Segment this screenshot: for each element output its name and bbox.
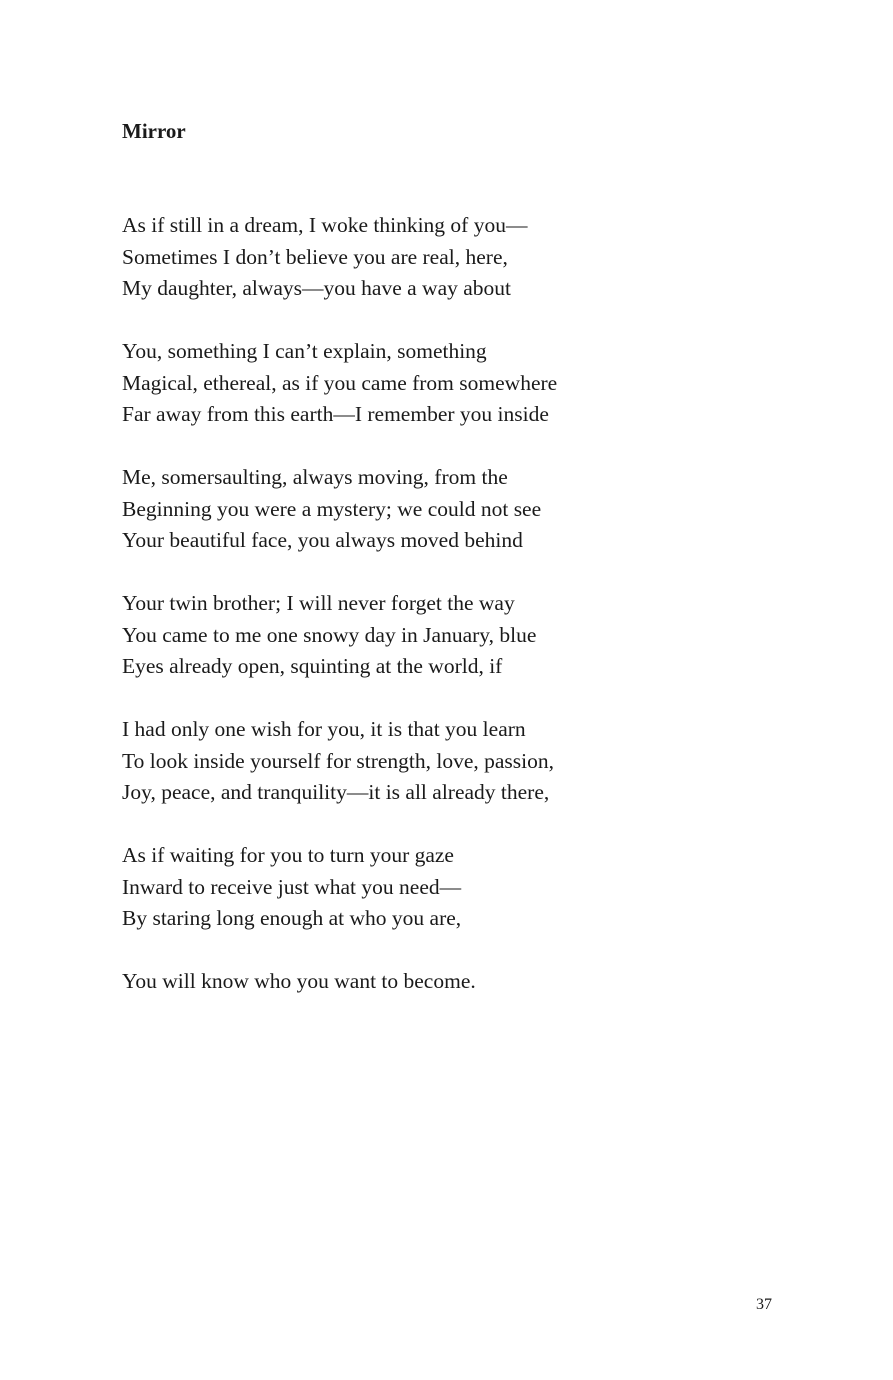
page-number: 37 xyxy=(756,1296,772,1313)
poem-title: Mirror xyxy=(122,119,186,143)
poem-line: Beginning you were a mystery; we could not see xyxy=(122,496,542,521)
poem-line: My daughter, always—you have a way about xyxy=(122,276,512,300)
poem-body xyxy=(122,210,762,1029)
stanza-5 xyxy=(122,714,762,809)
poem-line: Inward to receive just what you need— xyxy=(122,874,462,899)
stanza-2 xyxy=(122,336,762,431)
poem-line: Me, somersaulting, always moving, from the xyxy=(122,465,508,489)
poem-line: Your twin brother; I will never forget the way xyxy=(122,591,515,615)
stanza-6 xyxy=(122,840,762,935)
poem-line: You came to me one snowy day in January, blue xyxy=(122,622,537,647)
poem-line: As if still in a dream, I woke thinking of you— xyxy=(122,213,528,237)
poem-line: To look inside yourself for strength, love, passion, xyxy=(122,748,555,773)
poem-line: Magical, ethereal, as if you came from somewhere xyxy=(122,370,558,395)
stanza-1 xyxy=(122,210,762,305)
poem-line: By staring long enough at who you are, xyxy=(122,906,462,930)
poem-line: Joy, peace, and tranquility—it is all already there, xyxy=(122,780,550,804)
poem-line: You, something I can’t explain, something xyxy=(122,339,487,363)
poem-line: Far away from this earth—I remember you inside xyxy=(122,402,549,426)
stanza-3 xyxy=(122,462,762,557)
poem-line: Sometimes I don’t believe you are real, here, xyxy=(122,244,508,269)
stanza-4 xyxy=(122,588,762,683)
poem-line: You will know who you want to become. xyxy=(122,969,476,993)
poem-line: I had only one wish for you, it is that you learn xyxy=(122,717,526,741)
stanza-7 xyxy=(122,966,762,998)
poem-line: Eyes already open, squinting at the world, if xyxy=(122,654,503,678)
poem-line: As if waiting for you to turn your gaze xyxy=(122,843,454,867)
poem-line: Your beautiful face, you always moved behind xyxy=(122,528,523,552)
